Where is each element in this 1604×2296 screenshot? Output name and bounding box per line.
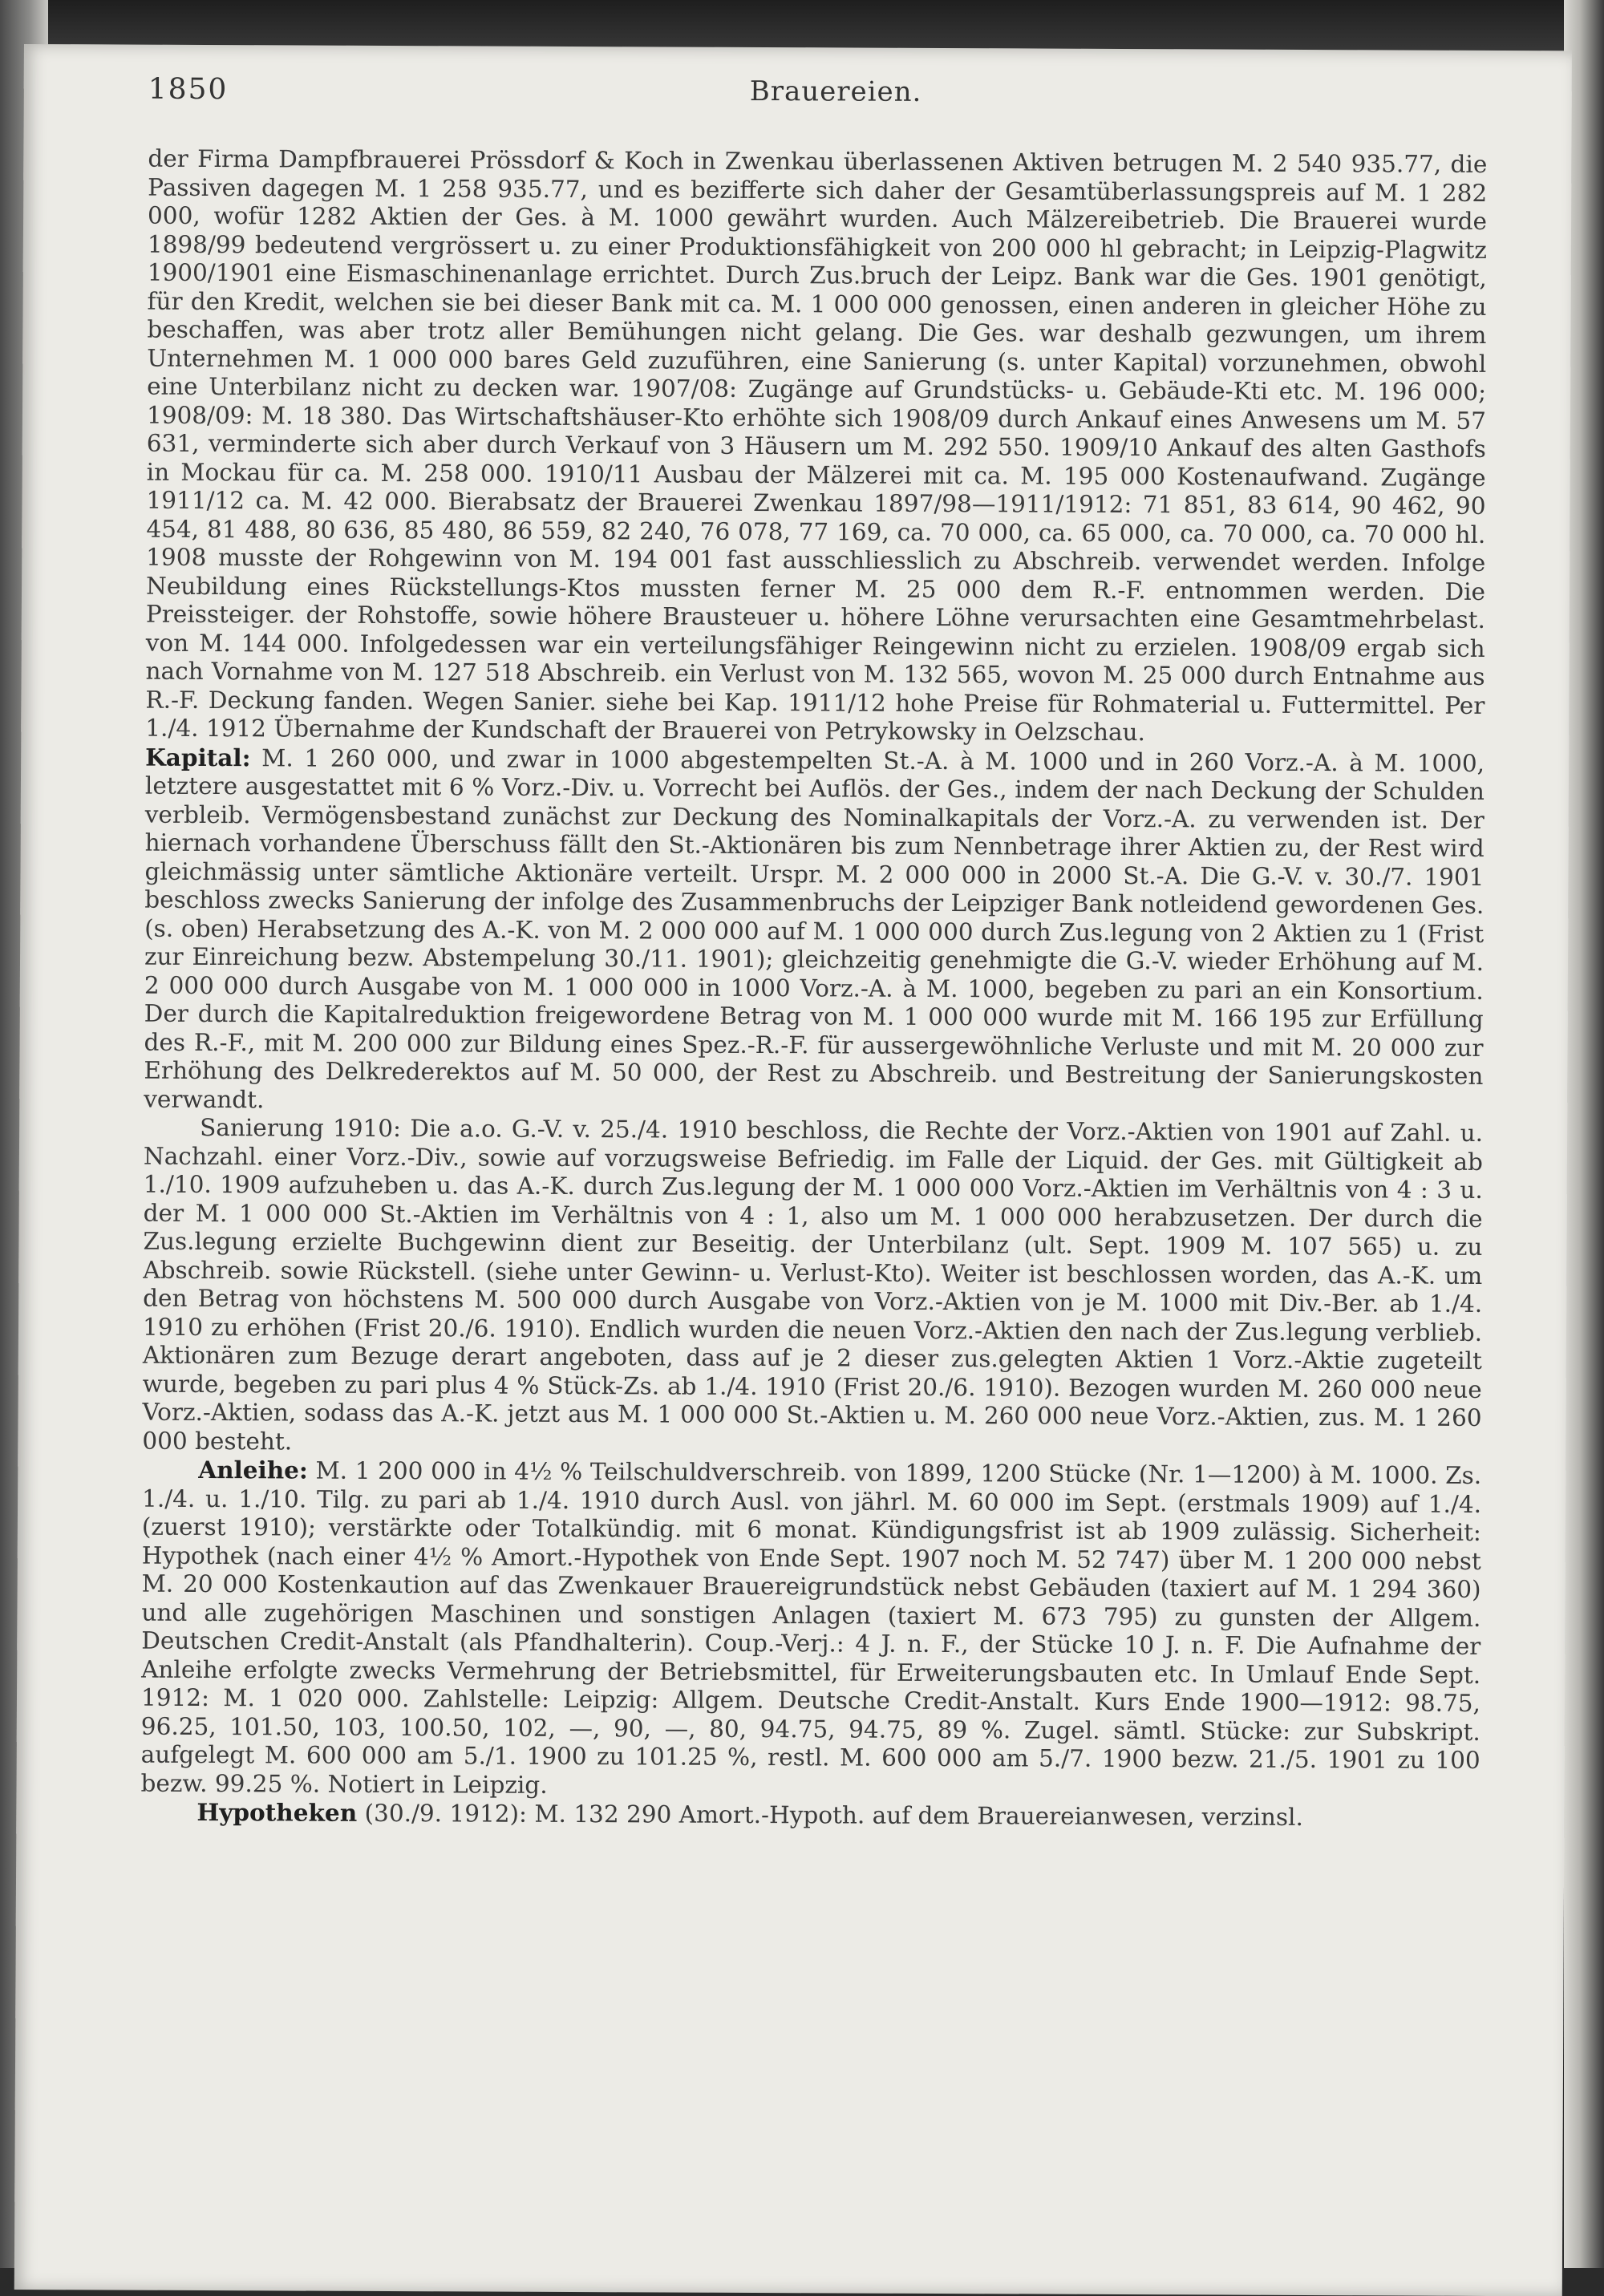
document-page — [14, 44, 1572, 2296]
kapital-text: M. 1 260 000, und zwar in 1000 abgestempelten St.-A. à M. 1000 und in 260 Vorz.-A. à M. 1000, letztere ausgestattet mit 6 % Vorz.-Div. u. Vorrecht bei Auflös. der Ges., indem der nach Deckung der Schulden verbleib. Vermögensbestand zunächst zur Deckung des Nominalkapitals der Vorz.-A. zu verwenden ist. Der hiernach vorhandene Überschuss fällt den St.-Aktionären bis zum Nennbetrage ihrer Aktien zu, der Rest wird gleichmässig unter sämtliche Aktionäre verteilt. Urspr. M. 2 000 000 in 2000 St.-A. Die G.-V. v. 30./7. 1901 beschloss zwecks Sanierung der infolge des Zusammenbruchs der Leipziger Bank notleidend gewordenen Ges. (s. oben) Herabsetzung des A.-K. von M. 2 000 000 auf M. 1 000 000 durch Zus.legung von 2 Aktien zu 1 (Frist zur Einreichung bezw. Abstempelung 30./11. 1901); gleichzeitig genehmigte die G.-V. wieder Erhöhung auf M. 2 000 000 durch Ausgabe von M. 1 000 000 in 1000 Vorz.-A. à M. 1000, begeben zu pari an ein Konsortium. Der durch die Kapitalreduktion freigewordene Betrag von M. 1 000 000 wurde mit M. 166 195 zur Erfüllung des R.-F., mit M. 200 000 zur Bildung eines Spez.-R.-F. für aussergewöhnliche Verluste und mit M. 20 000 zur Erhöhung des Delkrederektos auf M. 50 000, der Rest zu Abschreib. und Bestreitung der Sanierungskosten verwandt. — [144, 743, 1485, 1113]
anleihe-heading: Anleihe: — [198, 1455, 308, 1484]
hypotheken-heading: Hypotheken — [196, 1797, 358, 1827]
kapital-heading: Kapital: — [145, 743, 251, 771]
paragraph-sanierung: Sanierung 1910: Die a.o. G.-V. v. 25./4. 1910 beschloss, die Rechte der Vorz.-Aktien von 1901 auf Zahl. u. Nachzahl. einer Vorz.-Div., sowie auf vorzugsweise Befriedig. im Falle der Liquid. der Ges. mit Gültigkeit ab 1./10. 1909 aufzuheben u. das A.-K. durch Zus.legung der M. 1 000 000 Vorz.-Aktien im Verhältnis von 4 : 3 u. der M. 1 000 000 St.-Aktien im Verhältnis von 4 : 1, also um M. 1 000 000 herabzusetzen. Der durch die Zus.legung erzielte Buchgewinn dient zur Beseitig. der Unterbilanz (ult. Sept. 1909 M. 107 565) u. zu Abschreib. sowie Rückstell. (siehe unter Gewinn- u. Verlust-Kto). Weiter ist beschlossen worden, das A.-K. um den Betrag von höchstens M. 500 000 durch Ausgabe von Vorz.-Aktien von je M. 1000 mit Div.-Ber. ab 1./4. 1910 zu erhöhen (Frist 20./6. 1910). Endlich wurden die neuen Vorz.-Aktien den nach der Zus.legung verblieb. Aktionären zum Bezuge derart angeboten, dass auf je 2 dieser zus.gelegten Aktien 1 Vorz.-Aktie zugeteilt wurde, begeben zu pari plus 4 % Stück-Zs. ab 1./4. 1910 (Frist 20./6. 1910). Bezogen wurden M. 260 000 neue Vorz.-Aktien, sodass das A.-K. jetzt aus M. 1 000 000 St.-Aktien u. M. 260 000 neue Vorz.-Aktien, zus. M. 1 260 000 besteht. — [142, 1113, 1484, 1455]
hypotheken-text: (30./9. 1912): M. 132 290 Amort.-Hypoth. auf dem Brauereianwesen, verzinsl. — [357, 1799, 1303, 1831]
paragraph-intro: der Firma Dampfbrauerei Prössdorf & Koch in Zwenkau überlassenen Aktiven betrugen M. 2 540 935.77, die Passiven dagegen M. 1 258 935.77, und es bezifferte sich daher der Gesamtüberlassungspreis auf M. 1 282 000, wofür 1282 Aktien der Ges. à M. 1000 gewährt wurden. Auch Mälzereibetrieb. Die Brauerei wurde 1898/99 bedeutend vergrössert u. zu einer Produktionsfähigkeit von 200 000 hl gebracht; in Leipzig-Plagwitz 1900/1901 eine Eismaschinenanlage errichtet. Durch Zus.bruch der Leipz. Bank war die Ges. 1901 genötigt, für den Kredit, welchen sie bei dieser Bank mit ca. M. 1 000 000 genossen, einen anderen in gleicher Höhe zu beschaffen, was aber trotz aller Bemühungen nicht gelang. Die Ges. war deshalb gezwungen, um ihrem Unternehmen M. 1 000 000 bares Geld zuzuführen, eine Sanierung (s. unter Kapital) vorzunehmen, obwohl eine Unterbilanz nicht zu decken war. 1907/08: Zugänge auf Grundstücks- u. Gebäude-Kti etc. M. 196 000; 1908/09: M. 18 380. Das Wirtschaftshäuser-Kto erhöhte sich 1908/09 durch Ankauf eines Anwesens um M. 57 631, verminderte sich aber durch Verkauf von 3 Häusern um M. 292 550. 1909/10 Ankauf des alten Gasthofs in Mockau für ca. M. 258 000. 1910/11 Ausbau der Mälzerei mit ca. M. 195 000 Kostenaufwand. Zugänge 1911/12 ca. M. 42 000. Bierabsatz der Brauerei Zwenkau 1897/98—1911/1912: 71 851, 83 614, 90 462, 90 454, 81 488, 80 636, 85 480, 86 559, 82 240, 76 078, 77 169, ca. 70 000, ca. 65 000, ca. 70 000, ca. 70 000 hl. 1908 musste der Rohgewinn von M. 194 001 fast ausschliesslich zu Abschreib. verwendet werden. Infolge Neubildung eines Rückstellungs-Ktos mussten ferner M. 25 000 dem R.-F. entnommen werden. Die Preissteiger. der Rohstoffe, sowie höhere Brausteuer u. höhere Löhne verursachten eine Gesamtmehrbelast. von M. 144 000. Infolgedessen war ein verteilungsfähiger Reingewinn nicht zu erzielen. 1908/09 ergab sich nach Vornahme von M. 127 518 Abschreib. ein Verlust von M. 132 565, wovon M. 25 000 durch Entnahme aus R.-F. Deckung fanden. Wegen Sanier. siehe bei Kap. 1911/12 hohe Preise für Rohmaterial u. Futtermittel. Per 1./4. 1912 Übernahme der Kundschaft der Brauerei von Petrykowsky in Oelzschau. — [145, 144, 1488, 747]
page-number: 1850 — [148, 72, 229, 107]
paragraph-hypotheken — [140, 1798, 1480, 1833]
anleihe-text: M. 1 200 000 in 4½ % Teilschuldverschreib. von 1899, 1200 Stücke (Nr. 1—1200) à M. 1000. Zs. 1./4. u. 1./10. Tilg. zu pari ab 1./4. 1910 durch Ausl. von jährl. M. 60 000 im Sept. (erstmals 1909) auf 1./4. (zuerst 1910); verstärkte oder Totalkündig. mit 6 monat. Kündigungsfrist ist ab 1909 zulässig. Sicherheit: Hypothek (nach einer 4½ % Amort.-Hypothek von Ende Sept. 1907 noch M. 52 747) über M. 1 200 000 nebst M. 20 000 Kostenkaution auf das Zwenkauer Brauereigrundstück nebst Gebäuden (taxiert auf M. 1 294 360) und alle zugehörigen Maschinen und sonstigen Anlagen (taxiert M. 673 795) zu gunsten der Allgem. Deutschen Credit-Anstalt (als Pfandhalterin). Coup.-Verj.: 4 J. n. F., der Stücke 10 J. n. F. Die Aufnahme der Anleihe erfolgte zwecks Vermehrung der Betriebsmittel, für Erweiterungsbauten etc. In Umlauf Ende Sept. 1912: M. 1 020 000. Zahlstelle: Leipzig: Allgem. Deutsche Credit-Anstalt. Kurs Ende 1900—1912: 98.75, 96.25, 101.50, 103, 100.50, 102, —, 90, —, 80, 94.75, 94.75, 89 %. Zugel. sämtl. Stücke: zur Subskript. aufgelegt M. 600 000 am 5./1. 1900 zu 101.25 %, restl. M. 600 000 am 5./7. 1900 bezw. 21./5. 1901 zu 100 bezw. 99.25 %. Notiert in Leipzig. — [140, 1456, 1482, 1799]
body-text — [140, 145, 1487, 1833]
paragraph-kapital — [144, 743, 1485, 1120]
running-head: Brauereien. — [749, 75, 922, 108]
page-header — [148, 73, 1512, 127]
paragraph-anleihe — [140, 1456, 1481, 1804]
